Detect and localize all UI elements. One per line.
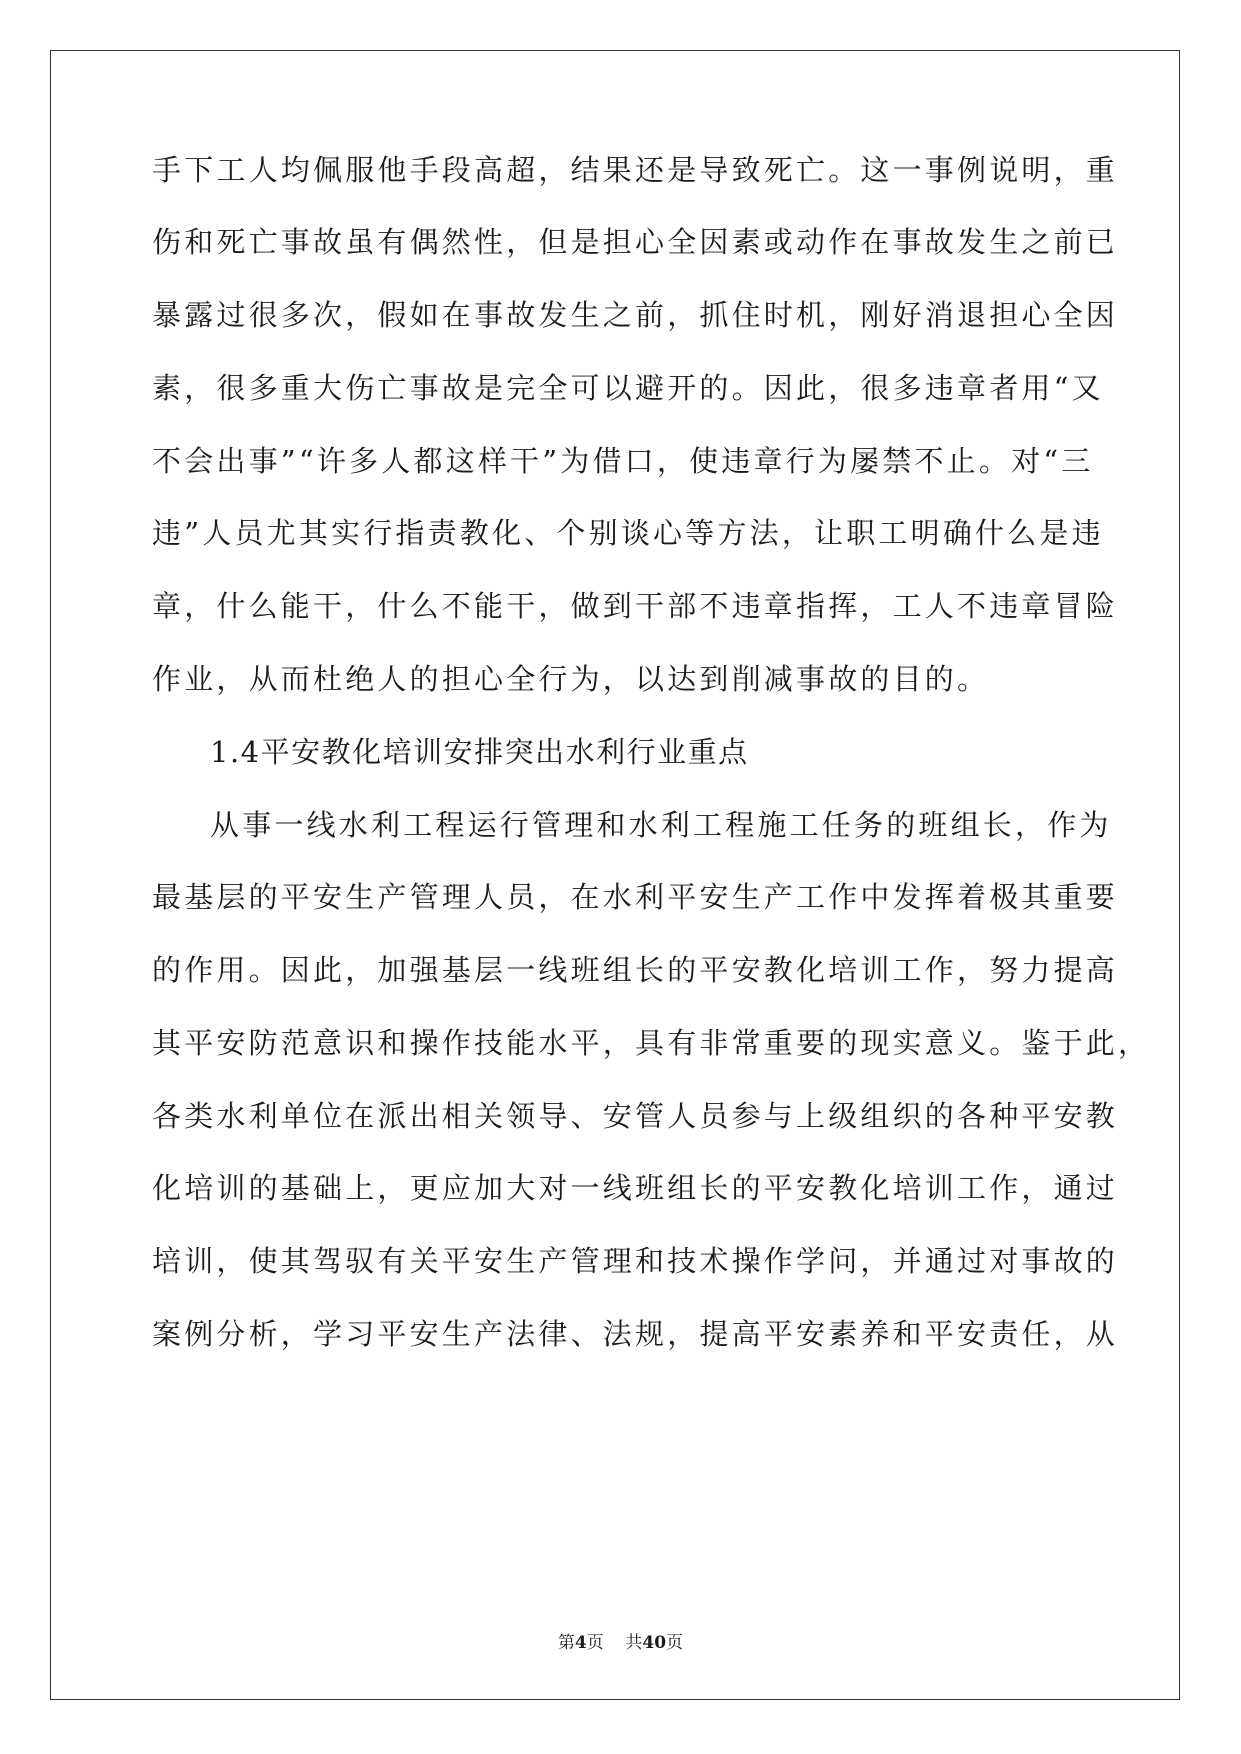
total-prefix: 共 — [625, 1633, 643, 1653]
paragraph-line: 从事一线水利工程运行管理和水利工程施工任务的班组长，作为 — [210, 808, 1112, 842]
paragraph-line: 素，很多重大伤亡事故是完全可以避开的。因此，很多违章者用“又 — [152, 371, 1104, 405]
paragraph-line: 伤和死亡事故虽有偶然性，但是担心全因素或动作在事故发生之前已 — [152, 225, 1119, 259]
paragraph-line: 作业，从而杜绝人的担心全行为，以达到削减事故的目的。 — [152, 662, 990, 696]
paragraph-line: 章，什么能干，什么不能干，做到干部不违章指挥，工人不违章冒险 — [152, 589, 1119, 623]
page-suffix: 页 — [586, 1633, 604, 1653]
paragraph-line: 不会出事”“许多人都这样干”为借口，使违章行为屡禁不止。对“三 — [152, 444, 1094, 478]
total-pages: 40 — [642, 1633, 667, 1653]
total-suffix: 页 — [666, 1633, 684, 1653]
paragraph-line: 各类水利单位在派出相关领导、安管人员参与上级组织的各种平安教 — [152, 1099, 1119, 1133]
paragraph-line: 暴露过很多次，假如在事故发生之前，抓住时机，刚好消退担心全因 — [152, 298, 1119, 332]
paragraph-line: 化培训的基础上，更应加大对一线班组长的平安教化培训工作，通过 — [152, 1171, 1119, 1205]
paragraph-line: 案例分析，学习平安生产法律、法规，提高平安素养和平安责任，从 — [152, 1317, 1119, 1351]
paragraph-line: 培训，使其驾驭有关平安生产管理和技术操作学问，并通过对事故的 — [152, 1244, 1119, 1278]
section-heading: 1.4平安教化培训安排突出水利行业重点 — [210, 735, 749, 769]
paragraph-line: 违”人员尤其实行指责教化、个别谈心等方法，让职工明确什么是违 — [152, 516, 1104, 550]
paragraph-line: 手下工人均佩服他手段高超，结果还是导致死亡。这一事例说明，重 — [152, 153, 1119, 187]
paragraph-line: 最基层的平安生产管理人员，在水利平安生产工作中发挥着极其重要 — [152, 880, 1119, 914]
paragraph-line: 其平安防范意识和操作技能水平，具有非常重要的现实意义。鉴于此， — [152, 1026, 1151, 1060]
page-footer — [0, 1632, 1241, 1654]
paragraph-line: 的作用。因此，加强基层一线班组长的平安教化培训工作，努力提高 — [152, 953, 1119, 987]
page-number: 4 — [574, 1633, 587, 1653]
page-prefix: 第 — [557, 1633, 575, 1653]
